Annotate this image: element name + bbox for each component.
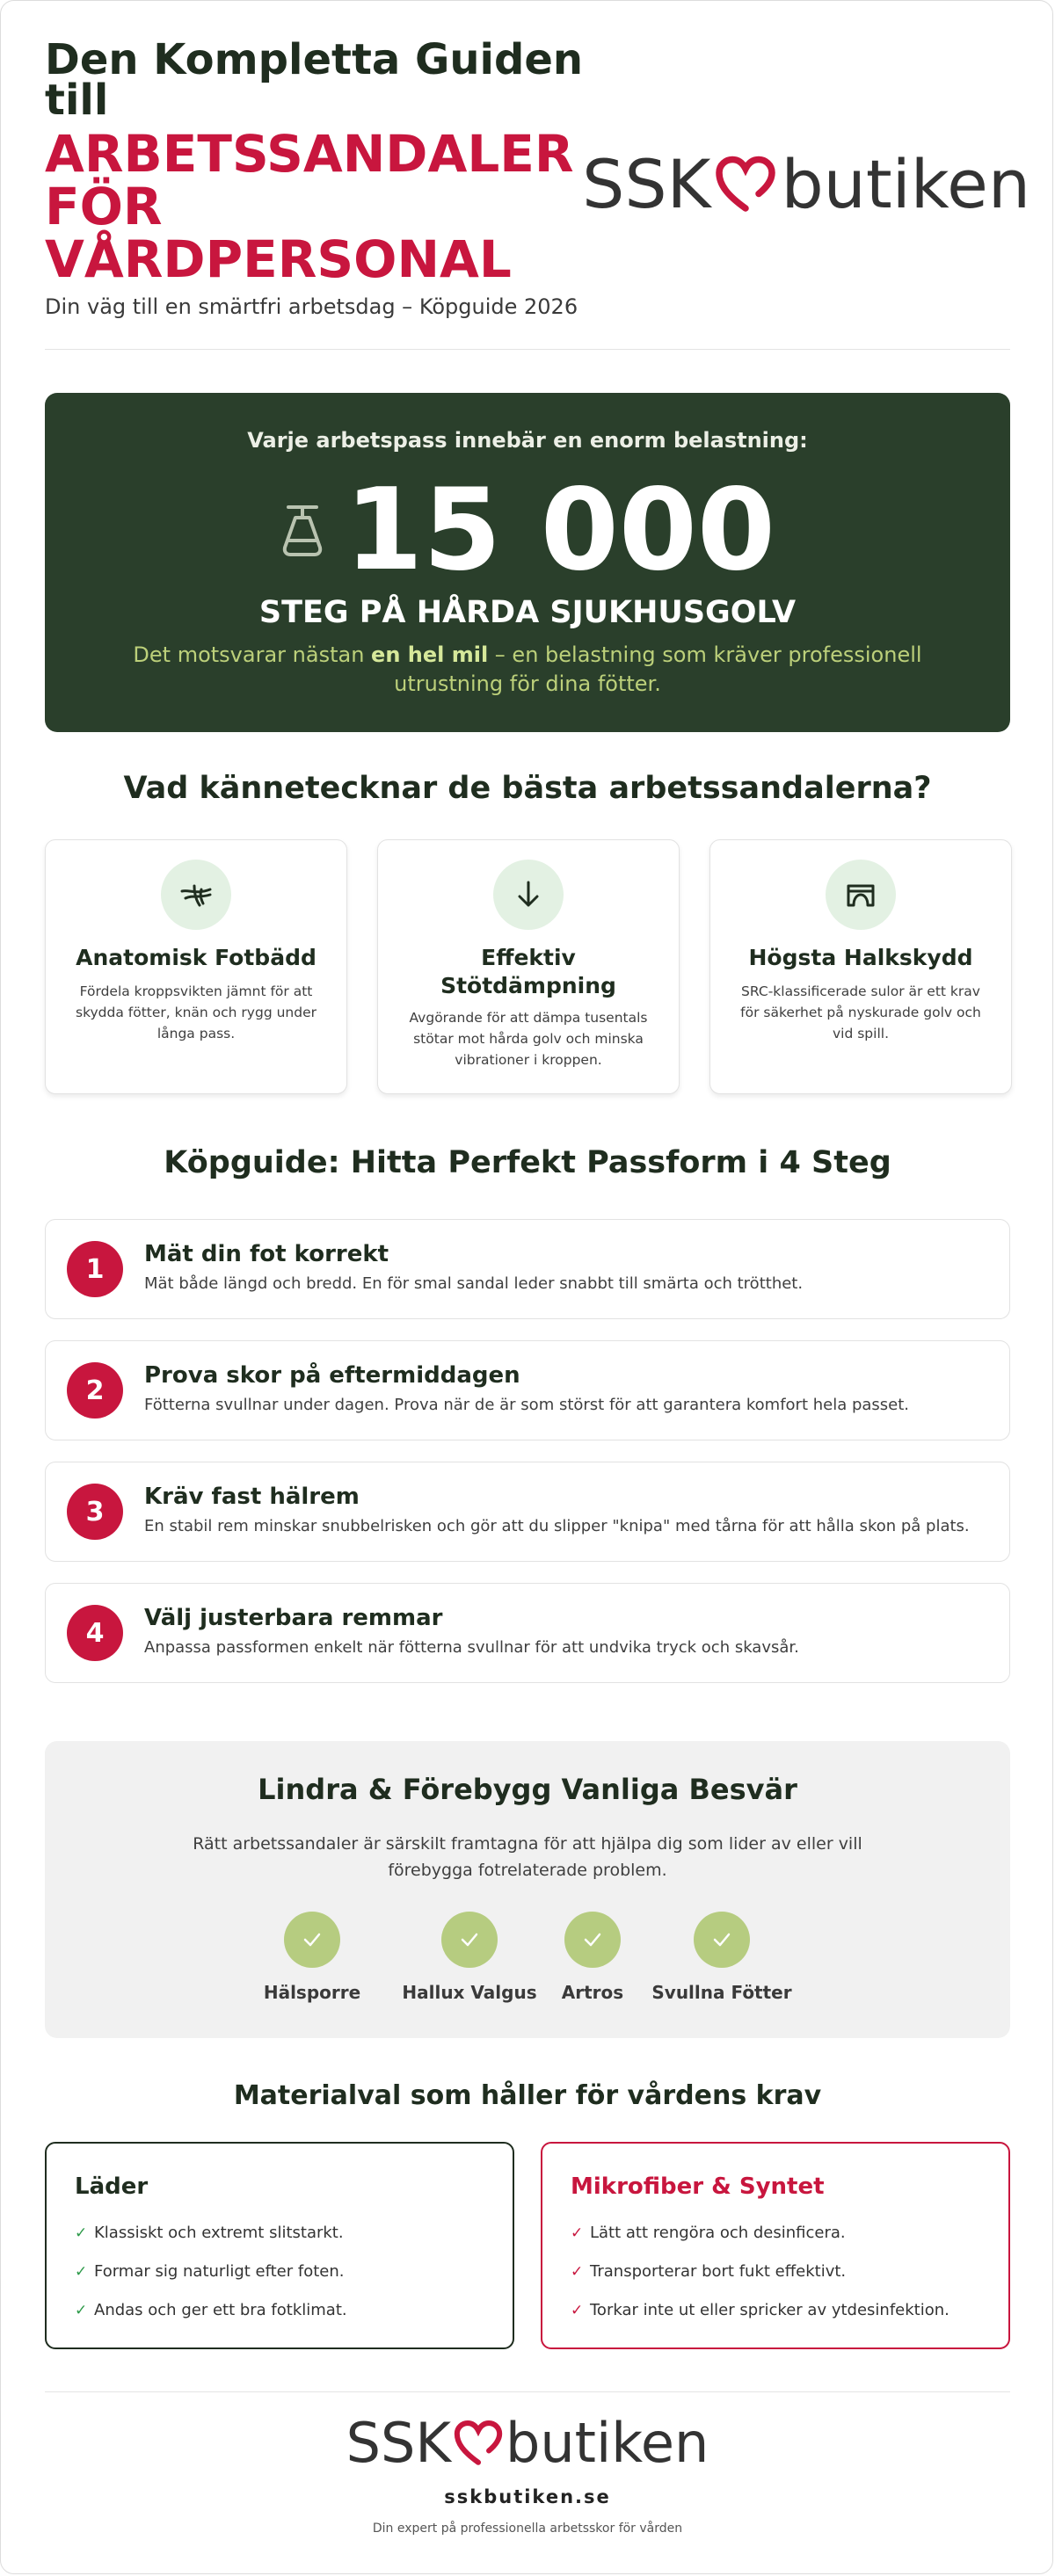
material-point [571, 2253, 950, 2291]
material-point [75, 2291, 347, 2330]
material-point [75, 2214, 347, 2253]
hero-note-end: – en belastning som kräver professionell utrustning för dina fötter. [394, 642, 922, 696]
feature-card [709, 839, 1012, 1094]
check-icon [581, 1928, 604, 1951]
condition-label: Artros [561, 1982, 624, 2003]
material-point-text: Andas och ger ett bra fotklimat. [94, 2301, 347, 2319]
material-point-text: Lätt att rengöra och desinficera. [590, 2224, 846, 2242]
step-title: Prova skor på eftermiddagen [144, 1362, 520, 1389]
title-highlight [45, 124, 574, 289]
step-text: Fötterna svullnar under dagen. Prova när de är som störst för att garantera komfort hela passet. [144, 1396, 910, 1414]
logo-text-right: butiken [781, 145, 1030, 223]
material-list [75, 2214, 347, 2330]
feature-icon-wrap [161, 860, 231, 930]
condition-item [390, 1912, 549, 2003]
divider [45, 349, 1010, 350]
subtitle: Din väg till en smärtfri arbetsdag – Köpguide 2026 [45, 294, 578, 319]
feature-title: Effektiv Stötdämpning [440, 945, 616, 998]
material-point [571, 2291, 950, 2330]
step-number: 4 [67, 1605, 123, 1661]
title-line-2: till [45, 76, 109, 125]
hero-lead: Varje arbetspass innebär en enorm belastning: [247, 428, 808, 453]
check-icon: ✓ [75, 2263, 88, 2281]
ailments-panel [45, 1741, 1010, 2038]
title-line-1: Den Kompletta Guiden [45, 35, 584, 84]
material-point-text: Torkar inte ut eller spricker av ytdesinfektion. [590, 2301, 950, 2319]
arrow-down-icon [511, 877, 546, 912]
guide-step [45, 1219, 1010, 1319]
footer-tagline: Din expert på professionella arbetsskor för vården [372, 2522, 683, 2536]
condition-item [259, 1912, 365, 2003]
condition-label: Hälsporre [263, 1982, 361, 2003]
hero-note [115, 641, 940, 699]
material-point-text: Transporterar bort fukt effektivt. [590, 2262, 847, 2281]
check-icon [301, 1928, 324, 1951]
step-title: Mät din fot korrekt [144, 1241, 389, 1267]
logo-text-left: SSK [346, 2411, 452, 2475]
feature-text: Fördela kroppsvikten jämnt för att skydda fötter, knän och rygg under långa pass. [76, 983, 316, 1041]
step-text: En stabil rem minskar snubbelrisken och gör att du slipper "knipa" med tårna för att hålla skon på plats. [144, 1517, 970, 1535]
ailments-title: Lindra & Förebygg Vanliga Besvär [258, 1773, 797, 1806]
pedometer-icon [280, 504, 325, 558]
feature-icon-wrap [826, 860, 896, 930]
check-icon: ✓ [571, 2302, 584, 2319]
ailments-text: Rätt arbetssandaler är särskilt framtagna för att hjälpa dig som lider av eller vill förebygga fotrelaterade problem. [193, 1834, 862, 1880]
check-icon: ✓ [571, 2224, 584, 2242]
hero-stat [45, 465, 1010, 596]
footer-url[interactable]: sskbutiken.se [444, 2486, 611, 2507]
heart-icon [714, 153, 777, 216]
logo-text-right: butiken [506, 2411, 709, 2475]
title-highlight-line-1: ARBETSSANDALER [45, 124, 574, 184]
condition-label: Svullna Fötter [651, 1982, 792, 2003]
shoe-sole-icon [843, 877, 878, 912]
hero-note-highlight: en hel mil [371, 642, 489, 667]
material-card-leather [45, 2142, 514, 2349]
material-point [571, 2214, 950, 2253]
material-list [571, 2214, 950, 2330]
guide-step [45, 1462, 1010, 1562]
step-title: Välj justerbara remmar [144, 1605, 443, 1631]
features-title: Vad kännetecknar de bästa arbetssandalerna? [123, 771, 932, 806]
material-point [75, 2253, 347, 2291]
divider [45, 2391, 1010, 2392]
step-text: Mät både längd och bredd. En för smal sandal leder snabbt till smärta och trötthet. [144, 1274, 804, 1293]
check-icon [710, 1928, 733, 1951]
step-number: 1 [67, 1241, 123, 1297]
feature-card [45, 839, 347, 1094]
heart-icon [453, 2418, 504, 2469]
condition-item [643, 1912, 801, 2003]
title-highlight-line-2: FÖR [45, 177, 163, 236]
guide-step [45, 1340, 1010, 1440]
material-card-synthetic [541, 2142, 1010, 2349]
step-number: 2 [67, 1362, 123, 1419]
guide-title: Köpguide: Hitta Perfekt Passform i 4 Steg [164, 1145, 891, 1180]
material-title: Mikrofiber & Syntet [571, 2173, 825, 2200]
check-icon: ✓ [571, 2263, 584, 2281]
feature-text: SRC-klassificerade sulor är ett krav för säkerhet på nyskurade golv och vid spill. [740, 983, 981, 1041]
hero-banner [45, 393, 1010, 732]
step-title: Kräv fast hälrem [144, 1484, 360, 1510]
condition-label: Hallux Valgus [402, 1982, 537, 2003]
feature-title: Högsta Halkskydd [748, 945, 973, 970]
feature-card [377, 839, 680, 1094]
check-badge [284, 1912, 340, 1968]
hero-headline: STEG PÅ HÅRDA SJUKHUSGOLV [258, 595, 797, 630]
check-badge [564, 1912, 621, 1968]
check-badge [441, 1912, 498, 1968]
materials-title: Materialval som håller för vårdens krav [233, 2080, 822, 2111]
check-icon: ✓ [75, 2302, 88, 2319]
hero-note-start: Det motsvarar nästan [133, 642, 372, 667]
title-highlight-line-3: VÅRDPERSONAL [45, 229, 512, 289]
material-point-text: Formar sig naturligt efter foten. [94, 2262, 345, 2281]
material-title: Läder [75, 2173, 149, 2200]
title-intro [45, 35, 584, 125]
feature-icon-wrap [493, 860, 564, 930]
check-icon [458, 1928, 481, 1951]
step-text: Anpassa passformen enkelt när fötterna svullnar för att undvika tryck och skavsår. [144, 1638, 799, 1657]
foot-support-icon [178, 877, 214, 912]
feature-title: Anatomisk Fotbädd [76, 945, 316, 970]
check-icon: ✓ [75, 2224, 88, 2242]
step-number: 3 [67, 1484, 123, 1540]
hero-number: 15 000 [345, 465, 775, 596]
logo-text-left: SSK [582, 145, 711, 223]
condition-item [553, 1912, 632, 2003]
material-point-text: Klassiskt och extremt slitstarkt. [94, 2224, 344, 2242]
header [45, 35, 1030, 321]
guide-step [45, 1583, 1010, 1683]
footer-logo [1, 2411, 1054, 2475]
brand-logo [582, 145, 1030, 223]
check-badge [694, 1912, 750, 1968]
feature-text: Avgörande för att dämpa tusentals stötar mot hårda golv och minska vibrationer i kroppen. [409, 1010, 648, 1068]
